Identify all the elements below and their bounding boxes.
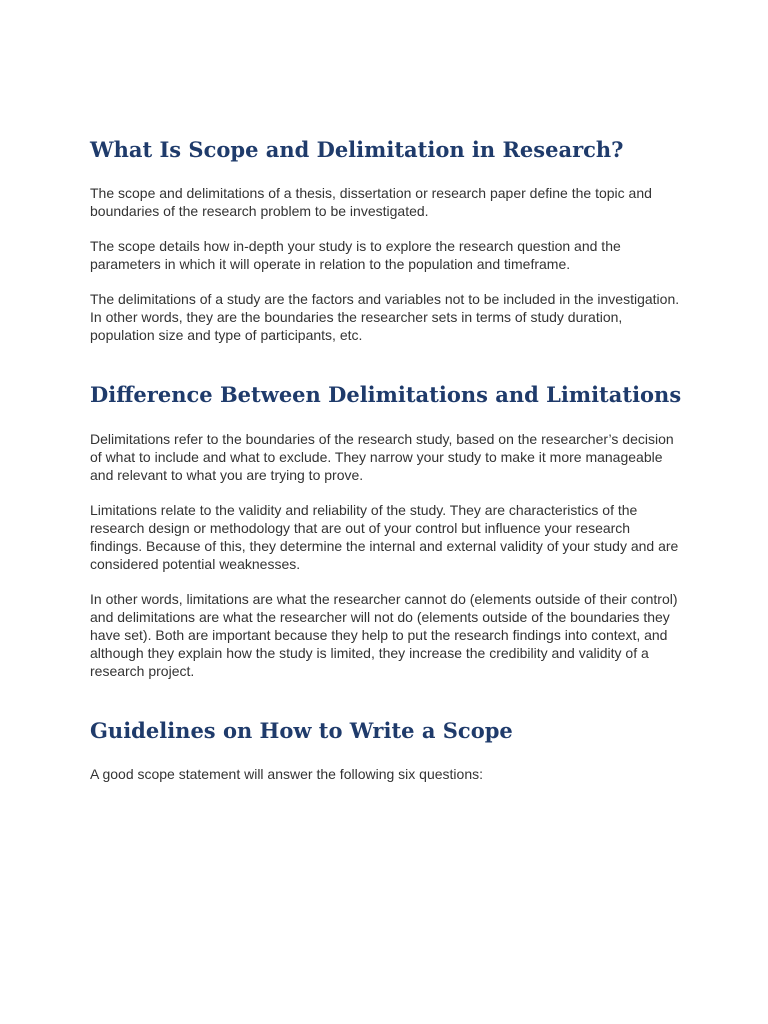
paragraph-scope-definition: The scope and delimitations of a thesis, dissertation or research paper define the topic and boundaries of the research problem to be investigated. [90,185,652,220]
paragraph-limitations-vs-delimitations: In other words, limitations are what the researcher cannot do (elements outside of their control) and delimitations are what the researcher will not do (elements outside of the boundaries they have set). Both are important because they help to put the research findings into context, and although they explain how the study is limited, they increase the credibility and validity of a research project. [90,590,678,679]
paragraph-scope-statement-intro: A good scope statement will answer the following six questions: [90,765,483,782]
section-heading-guidelines: Guidelines on How to Write a Scope [90,717,513,743]
paragraph-limitations-validity: Limitations relate to the validity and reliability of the study. They are characteristics of the research design or methodology that are out of your control but influence your research findings. Because of this, they determine the internal and external validity of your study and are considered potential weaknesses. [90,501,679,572]
paragraph-delimitations-boundaries: Delimitations refer to the boundaries of the research study, based on the researcher’s decision of what to include and what to exclude. They narrow your study to make it more manageable and relevant to what you are trying to prove. [90,430,674,483]
document-page [90,136,680,783]
paragraph-scope-details: The scope details how in-depth your study is to explore the research question and the parameters in which it will operate in relation to the population and timeframe. [90,238,621,273]
section-heading-scope-and-delimitation: What Is Scope and Delimitation in Research? [90,137,624,162]
section-heading-difference: Difference Between Delimitations and Limitations [90,382,682,408]
paragraph-delimitations-definition: The delimitations of a study are the factors and variables not to be included in the investigation. In other words, they are the boundaries the researcher sets in terms of study duration, population size and type of participants, etc. [90,291,680,344]
